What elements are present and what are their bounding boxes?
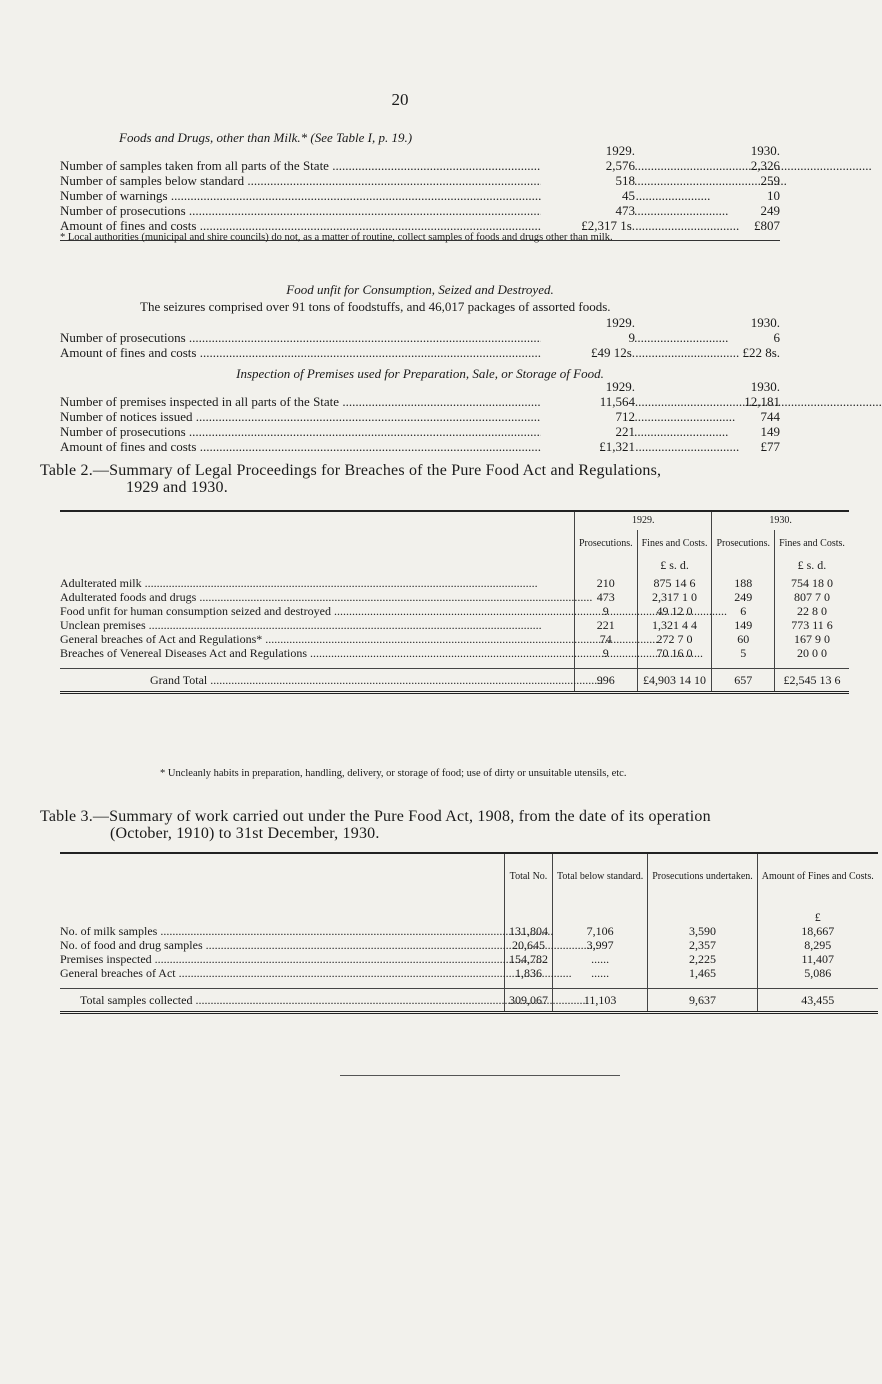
- grand-total-no: 309,067: [505, 989, 553, 1013]
- table-row: [60, 938, 878, 952]
- prosecutions-1930: 5: [712, 646, 775, 669]
- stat-label: Number of prosecutions .....: [60, 424, 635, 439]
- stat-label: Number of prosecutions .....: [60, 330, 635, 345]
- fines-1930: 167 9 0: [775, 632, 849, 646]
- table2-year-header: [60, 511, 849, 530]
- table3-title-line2: (October, 1910) to 31st December, 1930.: [110, 825, 380, 842]
- fines-1930: 807 7 0: [775, 590, 849, 604]
- total-label: Total samples collected .....: [80, 993, 588, 1007]
- value-1930: 249: [760, 203, 780, 218]
- grand-total-prosecutions: 9,637: [648, 989, 758, 1013]
- year-1929: 1929.: [605, 379, 635, 394]
- unit-row: [60, 558, 849, 576]
- fines-1930: 22 8 0: [775, 604, 849, 618]
- prosecutions: 2,225: [648, 952, 758, 966]
- stat-row: [60, 203, 780, 218]
- amount: 11,407: [757, 952, 877, 966]
- grand-total-below: 11,103: [553, 989, 648, 1013]
- value-1929: 2,576: [541, 158, 635, 173]
- table-row: [60, 924, 878, 938]
- table-row: [60, 966, 878, 989]
- total-no: 20,645: [505, 938, 553, 952]
- value-1930: 2,326: [750, 158, 780, 173]
- table2-title-line1: Table 2.—Summary of Legal Proceedings for Breaches of the Pure Food Act and Regulations,: [40, 462, 662, 479]
- table-row: [60, 604, 849, 618]
- table-row: [60, 590, 849, 604]
- total-fines-1930: £2,545 13 6: [775, 669, 849, 693]
- col-prosecutions-1930: Prosecutions.: [712, 530, 775, 558]
- value-1930: 6: [773, 330, 780, 345]
- value-1930: 744: [760, 409, 780, 424]
- value-1929: 9: [541, 330, 635, 345]
- row-label: General breaches of Act and Regulations* .....: [60, 632, 658, 646]
- total-label: Grand Total .....: [150, 673, 603, 687]
- year-header: [60, 379, 780, 394]
- table-row: [60, 618, 849, 632]
- row-label: Premises inspected .....: [60, 952, 548, 966]
- section-title: Food unfit for Consumption, Seized and Destroyed.: [286, 282, 554, 297]
- prosecutions-1929: 473: [575, 590, 638, 604]
- row-label: Unclean premises .....: [60, 618, 542, 632]
- table2-title-line2: 1929 and 1930.: [126, 479, 228, 496]
- value-1930: £807: [754, 218, 780, 233]
- value-1929: 45: [541, 188, 635, 203]
- value-1929: 473: [541, 203, 635, 218]
- stat-label: Number of samples taken from all parts of the State .....: [60, 158, 635, 173]
- prosecutions-1929: 221: [575, 618, 638, 632]
- section-title: Inspection of Premises used for Preparation, Sale, or Storage of Food.: [236, 366, 604, 381]
- value-1930: 10: [767, 188, 780, 203]
- amount: 18,667: [757, 924, 877, 938]
- table2-legal-proceedings: [60, 510, 849, 694]
- year-1930: 1930.: [750, 315, 780, 330]
- year-1930: 1930.: [712, 511, 849, 530]
- value-1929: £49 12s.: [541, 345, 635, 360]
- total-prosecutions-1930: 657: [712, 669, 775, 693]
- prosecutions-1930: 149: [712, 618, 775, 632]
- amount: 8,295: [757, 938, 877, 952]
- table-row: [60, 952, 878, 966]
- unit-row: [60, 900, 878, 924]
- stat-label: Amount of fines and costs .....: [60, 439, 635, 454]
- value-1929: 11,564: [541, 394, 635, 409]
- total-no: 1,836: [505, 966, 553, 989]
- table-row: [60, 646, 849, 669]
- section-title: Foods and Drugs, other than Milk.* (See Table I, p. 19.): [119, 130, 413, 145]
- total-no: 131,804: [505, 924, 553, 938]
- table3-title: [40, 808, 780, 842]
- page-number: 20: [391, 90, 409, 109]
- section-inspection: [60, 366, 780, 454]
- prosecutions-1929: 9: [575, 646, 638, 669]
- row-label: Food unfit for human consumption seized and destroyed .....: [60, 604, 727, 618]
- value-1930: 12,181: [744, 394, 780, 409]
- stat-row: [60, 394, 780, 409]
- stat-label: Number of prosecutions .....: [60, 203, 635, 218]
- col-fines-1929: Fines and Costs.: [637, 530, 712, 558]
- year-1929: 1929.: [605, 143, 635, 158]
- prosecutions-1930: 249: [712, 590, 775, 604]
- below-standard-blank: ......: [553, 966, 648, 989]
- value-1929: £1,321: [541, 439, 635, 454]
- value-1929: 712: [541, 409, 635, 424]
- table2-column-header: [60, 530, 849, 558]
- prosecutions: 1,465: [648, 966, 758, 989]
- value-1930: 149: [760, 424, 780, 439]
- grand-total-amount: 43,455: [757, 989, 877, 1013]
- table2-title: [40, 462, 780, 496]
- amount: 5,086: [757, 966, 877, 989]
- stat-row: [60, 424, 780, 439]
- unit-pound: £: [757, 900, 877, 924]
- table2-footnote: * Uncleanly habits in preparation, handling, delivery, or storage of food; use of dirty or unsuitable utensils, etc.: [160, 768, 627, 779]
- fines-1929: 2,317 1 0: [637, 590, 712, 604]
- prosecutions-1929: 9: [575, 604, 638, 618]
- col-below-standard: Total below standard.: [553, 853, 648, 900]
- section-food-unfit: [60, 282, 780, 360]
- stat-row: [60, 218, 780, 233]
- below-standard: 3,997: [553, 938, 648, 952]
- fines-1929: 1,321 4 4: [637, 618, 712, 632]
- table3-title-line1: Table 3.—Summary of work carried out under the Pure Food Act, 1908, from the date of its operation: [40, 808, 711, 825]
- total-prosecutions-1929: 996: [575, 669, 638, 693]
- stat-label: Number of notices issued .....: [60, 409, 635, 424]
- stat-row: [60, 330, 780, 345]
- stat-row: [60, 439, 780, 454]
- prosecutions: 2,357: [648, 938, 758, 952]
- stat-row: [60, 158, 780, 173]
- fines-1929: 272 7 0: [637, 632, 712, 646]
- prosecutions-1930: 6: [712, 604, 775, 618]
- stat-label: Number of premises inspected in all parts of the State .....: [60, 394, 635, 409]
- year-1930: 1930.: [750, 379, 780, 394]
- stat-row: [60, 409, 780, 424]
- fines-1930: 20 0 0: [775, 646, 849, 669]
- col-amount: Amount of Fines and Costs.: [757, 853, 877, 900]
- stat-label: Number of warnings .....: [60, 188, 635, 203]
- fines-1930: 754 18 0: [775, 576, 849, 590]
- year-1930: 1930.: [750, 143, 780, 158]
- section-foods-drugs: [60, 130, 780, 233]
- stat-row: [60, 173, 780, 188]
- below-standard-blank: ......: [553, 952, 648, 966]
- stat-label: Amount of fines and costs .....: [60, 218, 635, 233]
- table3-work-summary: [60, 852, 878, 1014]
- col-fines-1930: Fines and Costs.: [775, 530, 849, 558]
- stat-row: [60, 188, 780, 203]
- total-row: [60, 989, 878, 1013]
- year-1929: 1929.: [605, 315, 635, 330]
- col-prosecutions: Prosecutions undertaken.: [648, 853, 758, 900]
- unit-header: £ s. d.: [637, 558, 712, 576]
- value-1929: 518: [541, 173, 635, 188]
- prosecutions-1929: 210: [575, 576, 638, 590]
- prosecutions: 3,590: [648, 924, 758, 938]
- row-label: Adulterated foods and drugs .....: [60, 590, 592, 604]
- value-1929: £2,317 1s.: [541, 218, 635, 233]
- table-row: [60, 632, 849, 646]
- value-1930: £77: [760, 439, 780, 454]
- total-fines-1929: £4,903 14 10: [637, 669, 712, 693]
- value-1930: 259: [760, 173, 780, 188]
- unit-header: £ s. d.: [775, 558, 849, 576]
- prosecutions-1930: 60: [712, 632, 775, 646]
- fines-1929: 49 12 0: [637, 604, 712, 618]
- stat-label: Number of samples below standard .....: [60, 173, 635, 188]
- col-total-no: Total No.: [505, 853, 553, 900]
- year-header: [60, 315, 780, 330]
- row-label: Breaches of Venereal Diseases Act and Regulations .....: [60, 646, 703, 660]
- value-1930: £22 8s.: [742, 345, 780, 360]
- row-label: No. of milk samples .....: [60, 924, 553, 938]
- row-label: General breaches of Act .....: [60, 966, 572, 980]
- stat-label: Amount of fines and costs .....: [60, 345, 635, 360]
- table-row: [60, 576, 849, 590]
- fines-1930: 773 11 6: [775, 618, 849, 632]
- grand-total-row: [60, 669, 849, 693]
- total-no: 154,782: [505, 952, 553, 966]
- bottom-rule: [340, 1075, 620, 1076]
- col-prosecutions-1929: Prosecutions.: [575, 530, 638, 558]
- fines-1929: 70 16 0: [637, 646, 712, 669]
- stat-row: [60, 345, 780, 360]
- row-label: No. of food and drug samples .....: [60, 938, 599, 952]
- value-1929: 221: [541, 424, 635, 439]
- prosecutions-1929: 74: [575, 632, 638, 646]
- fines-1929: 875 14 6: [637, 576, 712, 590]
- year-1929: 1929.: [575, 511, 712, 530]
- below-standard: 7,106: [553, 924, 648, 938]
- seizure-note: The seizures comprised over 91 tons of foodstuffs, and 46,017 packages of assorted foods.: [140, 299, 611, 314]
- footnote: * Local authorities (municipal and shire councils) do not, as a matter of routine, collect samples of foods and drugs other than milk.: [60, 232, 613, 243]
- prosecutions-1930: 188: [712, 576, 775, 590]
- row-label: Adulterated milk .....: [60, 576, 538, 590]
- year-header: [60, 143, 780, 158]
- table3-header: [60, 853, 878, 900]
